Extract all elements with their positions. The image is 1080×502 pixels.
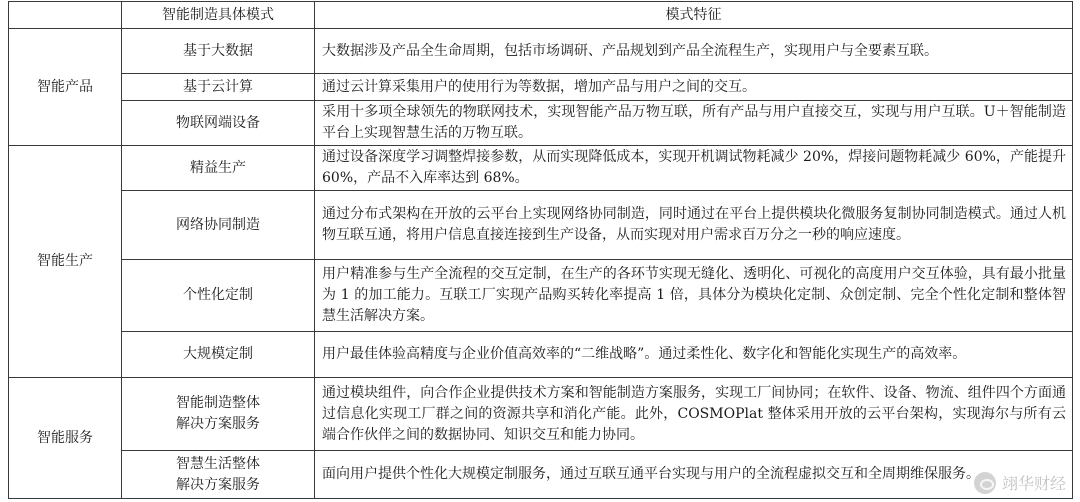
- watermark-text: 翊华财经: [1001, 474, 1066, 493]
- feature-cell: 通过设备深度学习调整焊接参数，从而实现降低成本，实现开机调试物耗减少 20%，焊接问题物耗减少 60%，产能提升 60%，产品不入库率达到 68%。: [315, 146, 1073, 191]
- chat-bubble-logo-icon: [974, 472, 996, 494]
- header-mode: 智能制造具体模式: [122, 2, 315, 29]
- table-row: [9, 146, 1073, 191]
- table-row: [9, 260, 1073, 332]
- table-row: [9, 451, 1073, 499]
- table-row: [9, 191, 1073, 260]
- mode-cell: 大规模定制: [122, 332, 315, 378]
- mode-cell: 智慧生活整体 解决方案服务: [122, 451, 315, 499]
- mode-cell: 精益生产: [122, 146, 315, 191]
- mode-cell: 智能制造整体 解决方案服务: [122, 378, 315, 451]
- category-smart-product: 智能产品: [9, 29, 122, 146]
- table-row: [9, 332, 1073, 378]
- feature-cell: 大数据涉及产品全生命周期，包括市场调研、产品规划到产品全流程生产，实现用户与全要素互联。: [315, 29, 1073, 74]
- watermark: [974, 471, 1066, 494]
- category-smart-service: 智能服务: [9, 378, 122, 499]
- feature-cell: 通过分布式架构在开放的云平台上实现网络协同制造，同时通过在平台上提供模块化微服务复制协同制造模式。通过人机物互联互通，将用户信息直接连接到生产设备，从而实现对用户需求百万分之一秒的响应速度。: [315, 191, 1073, 260]
- mode-cell: 物联网端设备: [122, 101, 315, 146]
- mode-cell: 基于云计算: [122, 74, 315, 101]
- mode-cell: 基于大数据: [122, 29, 315, 74]
- feature-cell: 采用十多项全球领先的物联网技术，实现智能产品万物互联，所有产品与用户直接交互，实现与用户互联。U＋智能制造平台上实现智慧生活的万物互联。: [315, 101, 1073, 146]
- mode-cell: 个性化定制: [122, 260, 315, 332]
- table-row: [9, 29, 1073, 74]
- mode-cell: 网络协同制造: [122, 191, 315, 260]
- table-row: [9, 101, 1073, 146]
- smart-manufacturing-mode-table: [8, 1, 1073, 499]
- feature-cell: 用户最佳体验高精度与企业价值高效率的“二维战略”。通过柔性化、数字化和智能化实现生产的高效率。: [315, 332, 1073, 378]
- feature-cell: 面向用户提供个性化大规模定制服务，通过互联互通平台实现与用户的全流程虚拟交互和全周期维保服务。: [315, 451, 1073, 499]
- feature-cell: 用户精准参与生产全流程的交互定制，在生产的各环节实现无缝化、透明化、可视化的高度用户交互体验，具有最小批量为 1 的加工能力。互联工厂实现产品购买转化率提高 1 倍，具体分为模块化定制、众创定制、完全个性化定制和整体智慧生活解决方案。: [315, 260, 1073, 332]
- category-smart-production: 智能生产: [9, 146, 122, 378]
- table-row: [9, 74, 1073, 101]
- header-feature: 模式特征: [315, 2, 1073, 29]
- feature-cell: 通过模块组件，向合作企业提供技术方案和智能制造方案服务，实现工厂间协同；在软件、设备、物流、组件四个方面通过信息化实现工厂群之间的资源共享和消化产能。此外，COSMOPlat 整体采用开放的云平台架构，实现海尔与所有云端合作伙伴之间的数据协同、知识交互和能力协同。: [315, 378, 1073, 451]
- table-header-row: [9, 2, 1073, 29]
- header-category: [9, 2, 122, 29]
- feature-cell: 通过云计算采集用户的使用行为等数据，增加产品与用户之间的交互。: [315, 74, 1073, 101]
- table-row: [9, 378, 1073, 451]
